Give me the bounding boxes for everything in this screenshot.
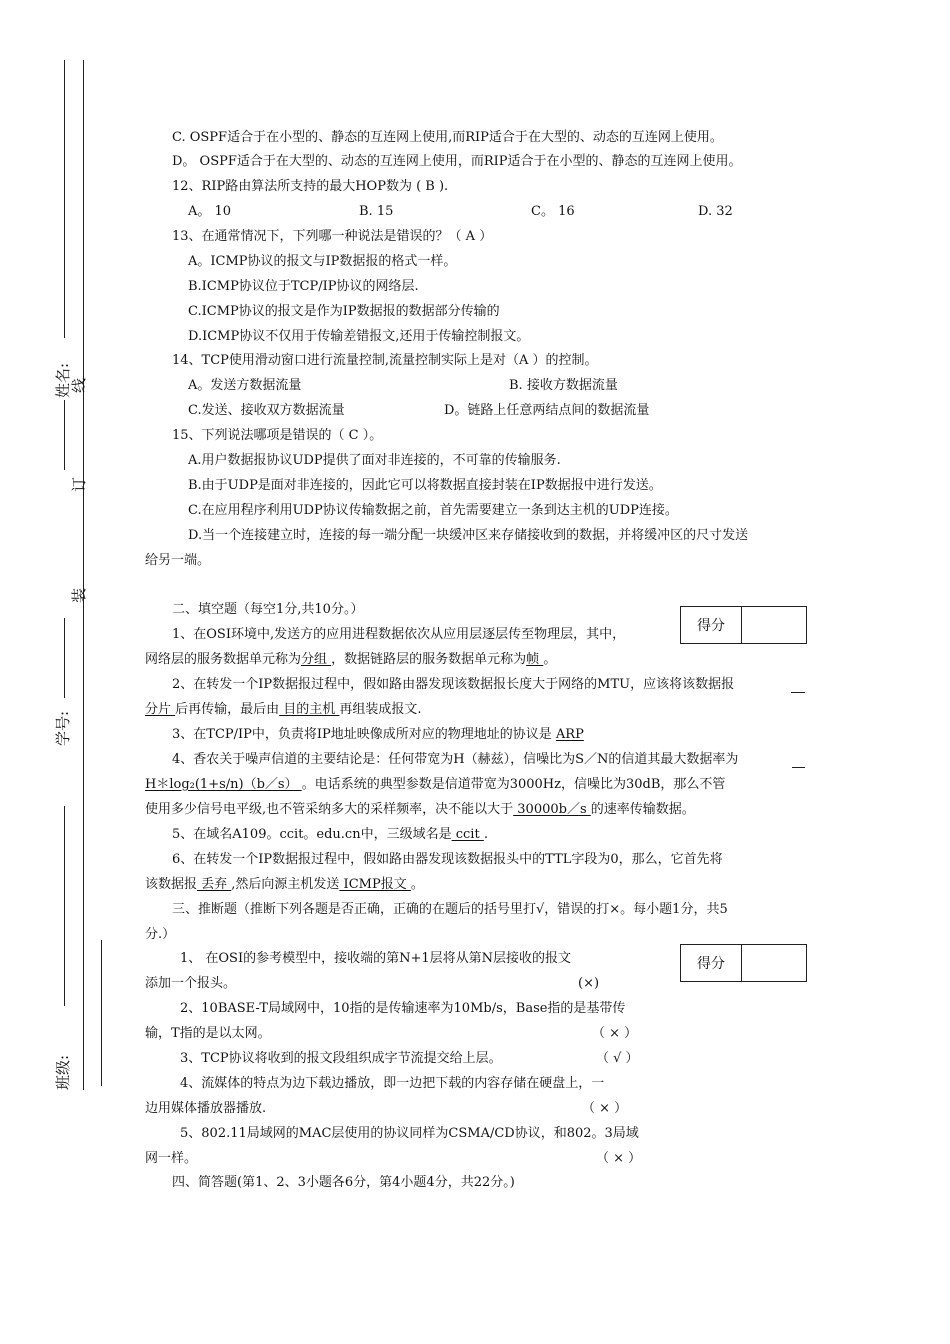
fill-q1-line2: 网络层的服务数据单元称为分组 ，数据链路层的服务数据单元称为帧 。 bbox=[145, 652, 557, 667]
fill-q3-answer: ARP bbox=[555, 727, 584, 742]
binding-line-outer bbox=[64, 400, 65, 470]
fill-q4-line3: 使用多少信号电平级,也不管采纳多大的采样频率，决不能以大于 30000b／s 的速率传输数据。 bbox=[145, 802, 695, 817]
score-label: 得分 bbox=[681, 945, 742, 981]
judge-q2-line2: 输，T指的是以太网。 bbox=[145, 1026, 271, 1041]
q12-option-c: C。 16 bbox=[531, 204, 575, 219]
fill-q2-trailing-blank bbox=[791, 692, 805, 693]
judge-q4-answer: （ × ） bbox=[582, 1101, 628, 1116]
fill-q2-answer2: 目的主机 bbox=[279, 702, 340, 717]
name-label: 姓名: bbox=[54, 362, 72, 398]
q14-option-c: C.发送、接收双方数据流量 bbox=[188, 403, 345, 418]
fill-q3: 3、在TCP/IP中，负责将IP地址映像成所对应的物理地址的协议是 ARP bbox=[172, 727, 584, 742]
fill-heading: 二、填空题（每空1分,共10分。） bbox=[172, 602, 364, 617]
binding-line-outer bbox=[64, 618, 65, 698]
score-value-cell[interactable] bbox=[742, 945, 806, 981]
short-answer-heading: 四、简答题(第1、2、3小题各6分，第4小题4分，共22分。) bbox=[172, 1175, 515, 1190]
judge-q4-line2: 边用媒体播放器播放. bbox=[145, 1101, 267, 1116]
q15-stem: 15、下列说法哪项是错误的（ C ）。 bbox=[172, 428, 383, 443]
judge-heading: 三、推断题（推断下列各题是否正确，正确的在题后的括号里打√，错误的打×。每小题1分，共5 bbox=[172, 902, 728, 917]
q13-stem: 13、在通常情况下，下列哪一种说法是错误的？（ A ） bbox=[172, 229, 493, 244]
binding-line-class bbox=[101, 940, 102, 1086]
judge-q3-line1: 3、TCP协议将收到的报文段组织成字节流提交给上层。 bbox=[180, 1051, 502, 1066]
fill-q2-line2: 分片 后再传输，最后由 目的主机 再组装成报文. bbox=[145, 702, 422, 717]
q11-option-d: D。 OSPF适合于在大型的、动态的互连网上使用，而RIP适合于在小型的、静态的互连网上使用。 bbox=[172, 154, 742, 169]
q12-option-b: B. 15 bbox=[359, 204, 394, 219]
judge-heading-cont: 分.） bbox=[145, 927, 176, 942]
judge-q1-line2: 添加一个报头。 bbox=[145, 976, 237, 991]
fill-score-box bbox=[680, 606, 807, 644]
q12-option-a: A。 10 bbox=[188, 204, 232, 219]
q13-option-b: B.ICMP协议位于TCP/IP协议的网络层. bbox=[188, 279, 419, 294]
q14-stem: 14、TCP使用滑动窗口进行流量控制,流量控制实际上是对（A ）的控制。 bbox=[172, 353, 598, 368]
q15-option-d: D.当一个连接建立时，连接的每一端分配一块缓冲区来存储接收到的数据，并将缓冲区的尺寸发送 bbox=[188, 528, 749, 543]
student-id-label: 学号: bbox=[54, 710, 72, 746]
fill-q1-line1: 1、在OSI环境中,发送方的应用进程数据依次从应用层逐层传至物理层，其中， bbox=[172, 627, 626, 642]
q13-option-c: C.ICMP协议的报文是作为IP数据报的数据部分传输的 bbox=[188, 304, 500, 319]
q12-option-d: D. 32 bbox=[698, 204, 733, 219]
fill-q4-line2: H＊log₂(1+s/n)（b／s） 。电话系统的典型参数是信道带宽为3000Hz，信噪比为30dB，那么不管 bbox=[145, 777, 726, 792]
binding-line-outer bbox=[64, 806, 65, 1006]
judge-q4-line1: 4、流媒体的特点为边下载边播放，即一边把下载的内容存储在硬盘上，一 bbox=[180, 1076, 605, 1091]
zhuang-label: 装 bbox=[70, 587, 88, 603]
fill-q2-answer1: 分片 bbox=[145, 702, 176, 717]
class-label: 班级: bbox=[54, 1054, 72, 1090]
ding-label: 订 bbox=[70, 476, 88, 492]
fill-q6-answer2: ICMP报文 bbox=[339, 877, 411, 892]
judge-q5-answer: （ × ） bbox=[596, 1151, 642, 1166]
judge-q2-answer: （ × ） bbox=[592, 1026, 638, 1041]
q14-option-a: A。发送方数据流量 bbox=[188, 378, 302, 393]
binding-line-outer bbox=[64, 60, 65, 338]
fill-q4-answer2: 30000b／s bbox=[513, 802, 591, 817]
judge-q1-answer: (×) bbox=[578, 976, 600, 991]
fill-q6-line1: 6、在转发一个IP数据报过程中，假如路由器发现该数据报头中的TTL字段为0，那么，它首先将 bbox=[172, 852, 723, 867]
xian-label: 线 bbox=[70, 377, 88, 393]
q13-option-d: D.ICMP协议不仅用于传输差错报文,还用于传输控制报文。 bbox=[188, 329, 530, 344]
fill-q5-answer: ccit bbox=[451, 827, 484, 842]
judge-score-box bbox=[680, 944, 807, 982]
judge-q2-line1: 2、10BASE-T局域网中，10指的是传输速率为10Mb/s，Base指的是基带传 bbox=[180, 1001, 626, 1016]
q15-option-b: B.由于UDP是面对非连接的，因此它可以将数据直接封装在IP数据报中进行发送。 bbox=[188, 478, 662, 493]
q15-option-d-cont: 给另一端。 bbox=[145, 553, 211, 568]
fill-q1-answer1: 分组 bbox=[301, 652, 332, 667]
judge-q3-answer: （ √ ） bbox=[596, 1051, 639, 1066]
score-value-cell[interactable] bbox=[742, 607, 806, 643]
fill-q4-answer1: H＊log₂(1+s/n)（b／s） bbox=[145, 777, 302, 792]
score-label: 得分 bbox=[681, 607, 742, 643]
q12-stem: 12、RIP路由算法所支持的最大HOP数为 ( B ). bbox=[172, 179, 449, 194]
q15-option-a: A.用户数据报协议UDP提供了面对非连接的，不可靠的传输服务. bbox=[188, 453, 561, 468]
judge-q5-line1: 5、802.11局域网的MAC层使用的协议同样为CSMA/CD协议，和802。3局域 bbox=[180, 1126, 639, 1141]
fill-q4-trailing-blank bbox=[792, 767, 805, 768]
q14-option-d: D。链路上任意两结点间的数据流量 bbox=[444, 403, 650, 418]
judge-q5-line2: 网一样。 bbox=[145, 1151, 198, 1166]
fill-q6-answer1: 丢弃 bbox=[197, 877, 232, 892]
q13-option-a: A。ICMP协议的报文与IP数据报的格式一样。 bbox=[188, 254, 457, 269]
q11-option-c: C. OSPF适合于在小型的、静态的互连网上使用,而RIP适合于在大型的、动态的互连网上使用。 bbox=[172, 130, 723, 145]
binding-line-inner bbox=[83, 60, 84, 1090]
fill-q4-line1: 4、香农关于噪声信道的主要结论是：任何带宽为H（赫兹），信噪比为S／N的信道其最大数据率为 bbox=[172, 752, 739, 767]
fill-q5: 5、在域名A109。ccit。edu.cn中，三级域名是 ccit . bbox=[172, 827, 488, 842]
fill-q6-line2: 该数据报 丢弃 ,然后向源主机发送 ICMP报文 。 bbox=[145, 877, 424, 892]
judge-q1-line1: 1、 在OSI的参考模型中，接收端的第N+1层将从第N层接收的报文 bbox=[180, 951, 572, 966]
fill-q2-line1: 2、在转发一个IP数据报过程中，假如路由器发现该数据报长度大于网络的MTU，应该将该数据报 bbox=[172, 677, 735, 692]
q14-option-b: B. 接收方数据流量 bbox=[509, 378, 618, 393]
q15-option-c: C.在应用程序利用UDP协议传输数据之前，首先需要建立一条到达主机的UDP连接。 bbox=[188, 503, 678, 518]
fill-q1-answer2: 帧 bbox=[526, 652, 544, 667]
